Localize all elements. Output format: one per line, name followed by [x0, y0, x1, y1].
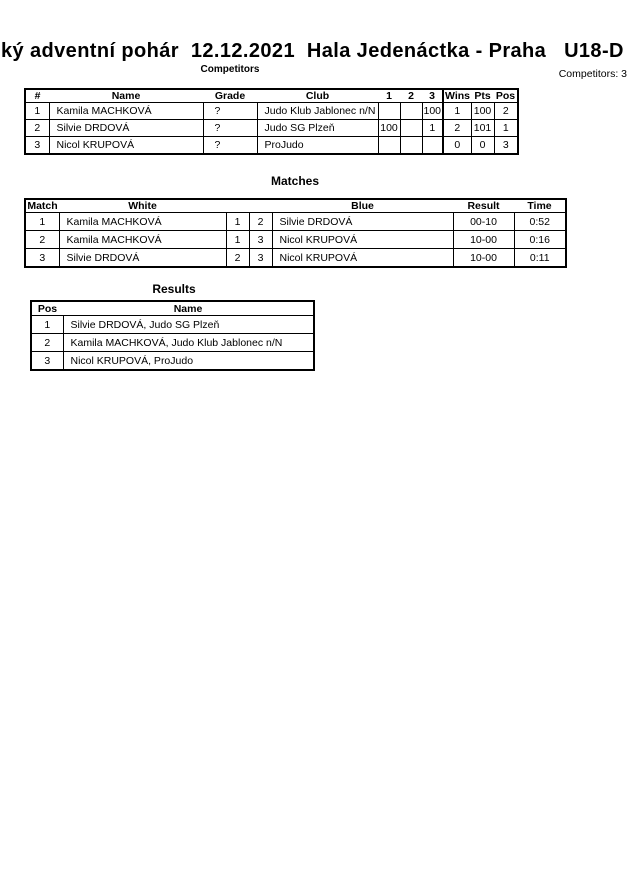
cell-club: Judo Klub Jablonec n/N [257, 103, 378, 120]
cell-pos: 3 [494, 137, 518, 155]
cell-result: 10-00 [453, 249, 514, 268]
cell-blue-num: 2 [249, 213, 272, 231]
col-club: Club [257, 89, 378, 103]
cell-number: 1 [25, 103, 49, 120]
col-grade: Grade [203, 89, 257, 103]
cell-club: ProJudo [257, 137, 378, 155]
cell-pos: 2 [31, 334, 63, 352]
col-pts: Pts [471, 89, 494, 103]
match-row [25, 213, 566, 231]
cell-blue: Nicol KRUPOVÁ [272, 231, 453, 249]
col-name: Name [63, 301, 314, 316]
results-heading: Results [152, 282, 196, 296]
col-result: Result [453, 199, 514, 213]
cell-round-3 [422, 137, 443, 155]
col-match: Match [25, 199, 59, 213]
cell-white: Kamila MACHKOVÁ [59, 231, 226, 249]
cell-wins: 2 [443, 120, 471, 137]
competitors-heading: Competitors [200, 64, 260, 75]
cell-grade: ? [203, 120, 257, 137]
col-round-2: 2 [400, 89, 422, 103]
competitors-count: Competitors: 3 [558, 68, 627, 80]
cell-blue: Nicol KRUPOVÁ [272, 249, 453, 268]
cell-name: Nicol KRUPOVÁ [49, 137, 203, 155]
cell-result: 00-10 [453, 213, 514, 231]
cell-round-3: 100 [422, 103, 443, 120]
competitor-row [25, 103, 518, 120]
cell-wins: 1 [443, 103, 471, 120]
competitors-table [24, 88, 519, 155]
cell-name: Silvie DRDOVÁ, Judo SG Plzeň [63, 316, 314, 334]
competitor-row [25, 137, 518, 155]
page-title: ký adventní pohár 12.12.2021 Hala Jedenáctka - Praha U18-D [1, 40, 624, 62]
cell-pts: 101 [471, 120, 494, 137]
cell-blue-num: 3 [249, 231, 272, 249]
cell-match: 2 [25, 231, 59, 249]
cell-white-num: 2 [226, 249, 249, 268]
matches-heading: Matches [270, 174, 320, 188]
cell-round-1 [378, 103, 400, 120]
result-row [31, 316, 314, 334]
cell-pos: 1 [31, 316, 63, 334]
results-header-row [31, 301, 314, 316]
competitors-header-row [25, 89, 518, 103]
col-round-1: 1 [378, 89, 400, 103]
cell-round-1 [378, 137, 400, 155]
cell-white-num: 1 [226, 213, 249, 231]
col-time: Time [514, 199, 566, 213]
col-number: # [25, 89, 49, 103]
cell-blue-num: 3 [249, 249, 272, 268]
cell-grade: ? [203, 137, 257, 155]
cell-pos: 1 [494, 120, 518, 137]
cell-name: Kamila MACHKOVÁ [49, 103, 203, 120]
cell-time: 0:52 [514, 213, 566, 231]
col-name: Name [49, 89, 203, 103]
cell-name: Nicol KRUPOVÁ, ProJudo [63, 352, 314, 371]
cell-blue: Silvie DRDOVÁ [272, 213, 453, 231]
cell-round-1: 100 [378, 120, 400, 137]
col-white: White [59, 199, 226, 213]
cell-time: 0:11 [514, 249, 566, 268]
matches-table [24, 198, 567, 268]
col-blue-num [249, 199, 272, 213]
cell-match: 3 [25, 249, 59, 268]
cell-round-3: 1 [422, 120, 443, 137]
cell-name: Silvie DRDOVÁ [49, 120, 203, 137]
col-white-num [226, 199, 249, 213]
cell-match: 1 [25, 213, 59, 231]
cell-number: 2 [25, 120, 49, 137]
col-pos: Pos [494, 89, 518, 103]
cell-pts: 100 [471, 103, 494, 120]
match-row [25, 249, 566, 268]
cell-wins: 0 [443, 137, 471, 155]
cell-grade: ? [203, 103, 257, 120]
matches-header-row [25, 199, 566, 213]
match-row [25, 231, 566, 249]
cell-white: Silvie DRDOVÁ [59, 249, 226, 268]
cell-round-2 [400, 103, 422, 120]
cell-pos: 2 [494, 103, 518, 120]
col-round-3: 3 [422, 89, 443, 103]
cell-result: 10-00 [453, 231, 514, 249]
results-table [30, 300, 315, 371]
competitor-row [25, 120, 518, 137]
cell-club: Judo SG Plzeň [257, 120, 378, 137]
cell-time: 0:16 [514, 231, 566, 249]
cell-name: Kamila MACHKOVÁ, Judo Klub Jablonec n/N [63, 334, 314, 352]
cell-pts: 0 [471, 137, 494, 155]
cell-round-2 [400, 137, 422, 155]
col-wins: Wins [445, 90, 470, 102]
cell-white-num: 1 [226, 231, 249, 249]
col-pos: Pos [31, 301, 63, 316]
result-row [31, 352, 314, 371]
result-row [31, 334, 314, 352]
col-blue: Blue [272, 199, 453, 213]
cell-round-2 [400, 120, 422, 137]
cell-white: Kamila MACHKOVÁ [59, 213, 226, 231]
cell-number: 3 [25, 137, 49, 155]
cell-pos: 3 [31, 352, 63, 371]
